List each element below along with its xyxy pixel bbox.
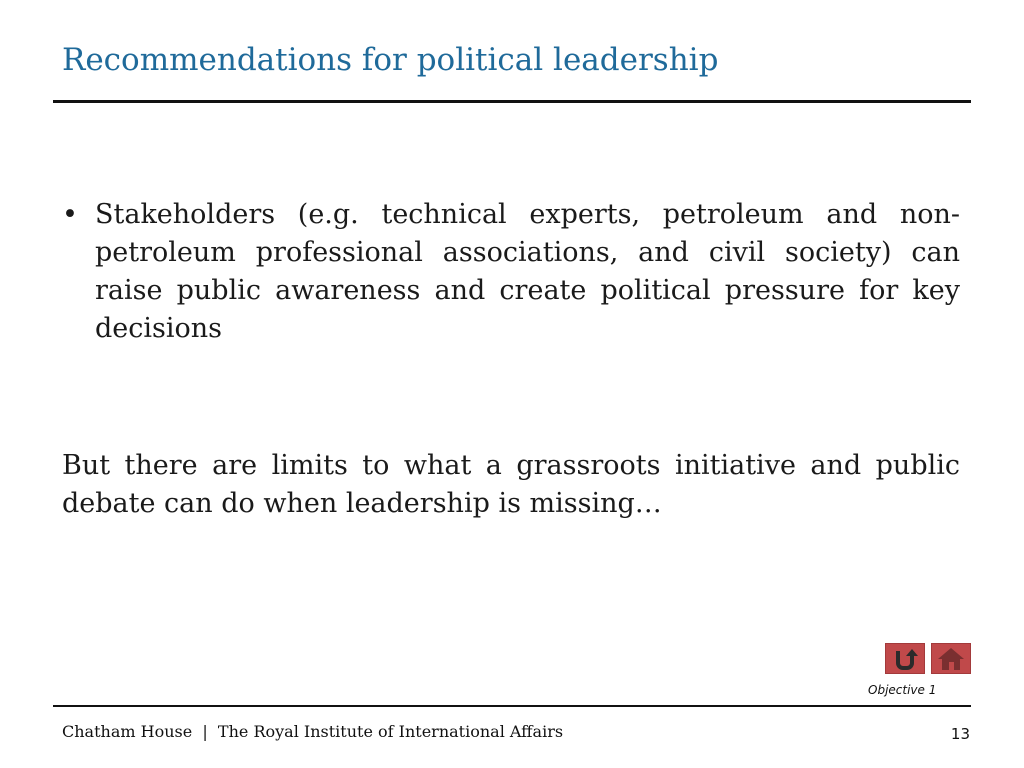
bullet-marker: •: [62, 199, 78, 230]
back-button[interactable]: [885, 643, 925, 674]
footer-organization: Chatham House | The Royal Institute of International Affairs: [62, 722, 564, 741]
slide-title: Recommendations for political leadership: [62, 42, 719, 78]
footer-divider: [53, 705, 971, 707]
page-number: 13: [950, 725, 970, 743]
home-button[interactable]: [931, 643, 971, 674]
return-arrow-icon: [892, 647, 918, 671]
bullet-text: Stakeholders (e.g. technical experts, petroleum and non-petroleum professional associations, and civil society) can raise public awareness and create political pressure for key decisions: [95, 199, 960, 344]
title-divider: [53, 100, 971, 103]
closing-paragraph: But there are limits to what a grassroots initiative and public debate can do when leadership is missing…: [62, 450, 960, 519]
home-icon: [937, 647, 965, 671]
bullet-item: [62, 196, 960, 348]
objective-label: Objective 1: [868, 683, 937, 697]
